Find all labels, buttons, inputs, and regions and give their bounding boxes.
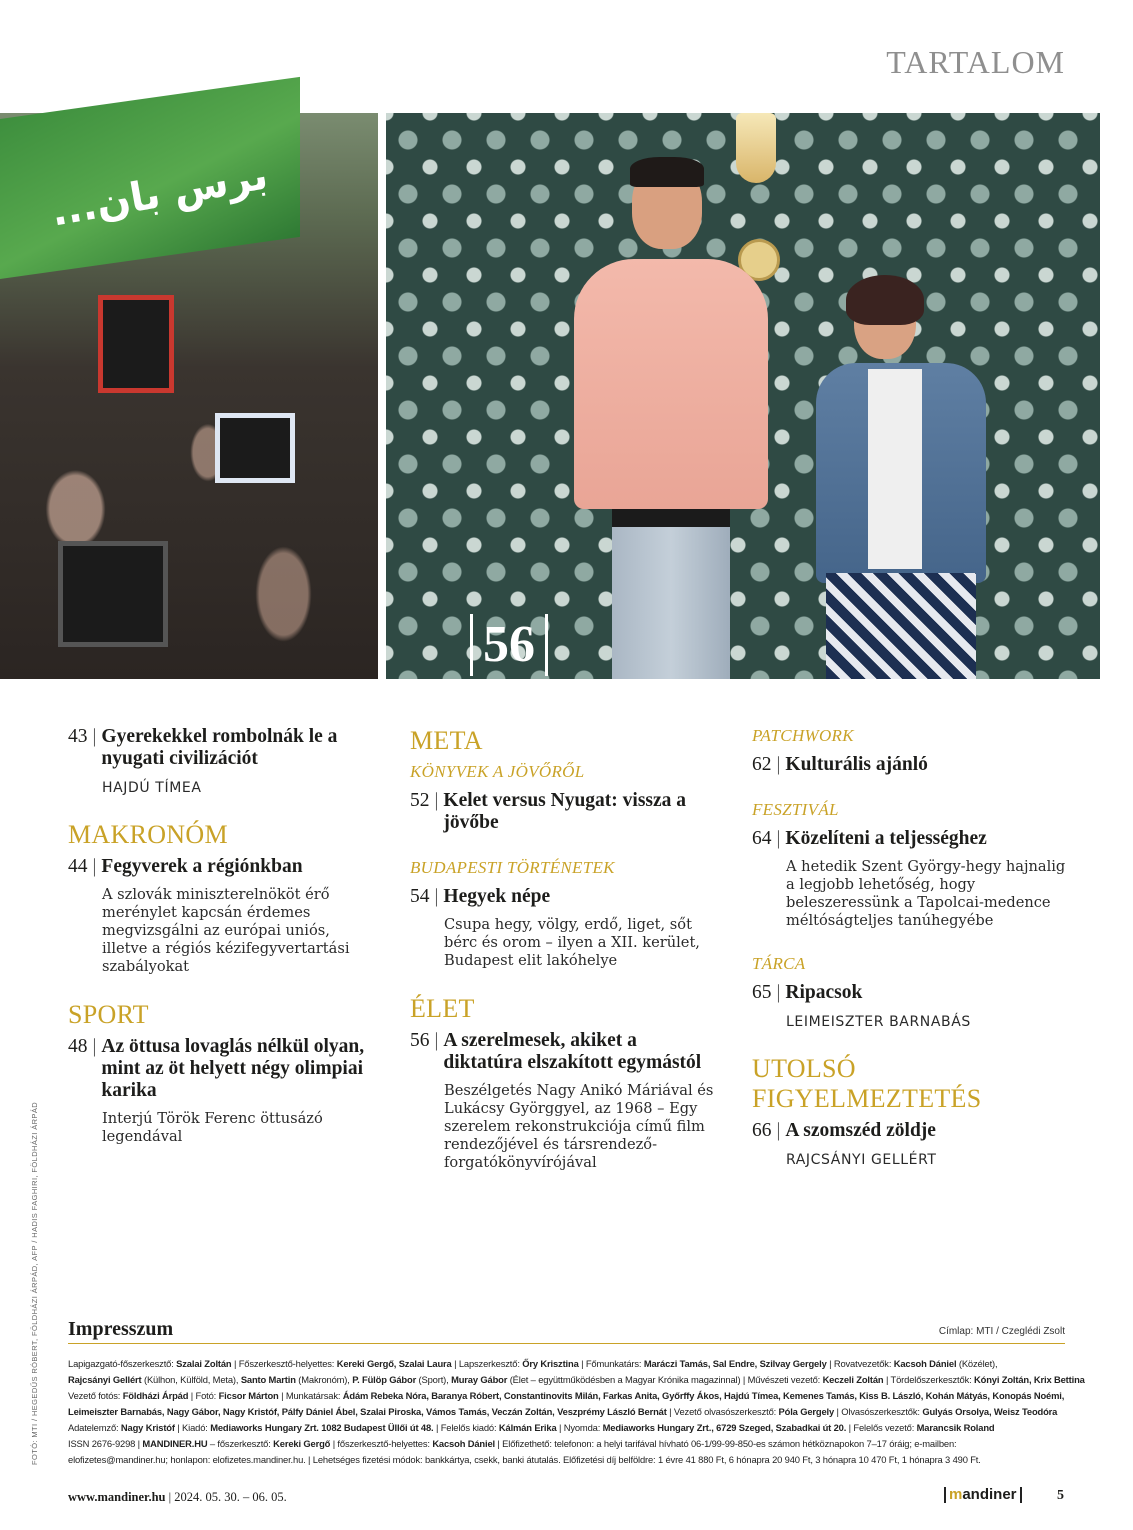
toc-title: Gyerekekkel rombolnák le a nyugati civilizációt	[101, 726, 338, 769]
toc-page-number: 66	[752, 1120, 772, 1141]
toc-title: Kulturális ajánló	[785, 754, 928, 775]
toc-page-number: 43	[68, 726, 88, 747]
toc-page-number: 64	[752, 828, 772, 849]
toc-entry[interactable]: 48 | Az öttusa lovaglás nélkül olyan, mint az öt helyett négy olimpiai karika Interjú Török Ferenc öttusázó legendával	[68, 1036, 368, 1146]
impressum-line: Leimeiszter Barnabás, Nagy Gábor, Nagy Kristóf, Pálfy Dániel Ábel, Szalai Piroska, Vámos Tamás, Veczán Zoltán, Veszprémy László Bernát | Vezető olvasószerkesztő: Póla Gergely | Olvasószerkesztők: Gulyás Orsolya, Weisz Teodóra	[68, 1406, 1058, 1417]
impressum-line: Lapigazgató-főszerkesztő: Szalai Zoltán | Főszerkesztő-helyettes: Kereki Gergő, Szalai Laura | Lapszerkesztő: Őry Krisztina | Főmunkatárs: Maráczi Tamás, Sal Endre, Szilvay Gergely | Rovatvezetők: Kacsoh Dániel (Közélet),	[68, 1358, 998, 1369]
mandiner-logo: mandiner	[944, 1487, 1022, 1503]
flag-text: ...برس بان	[47, 152, 272, 236]
toc-column-3	[752, 726, 1072, 1192]
toc-entry[interactable]: 64 | Közelíteni a teljességhez A hetedik Szent György-hegy hajnalig a legjobb lehetőség, hogy beleszeressünk a Tapolcai-medence méltóságteljes tanúhegyébe	[752, 828, 1072, 930]
toc-page-number: 62	[752, 754, 772, 775]
portrait-sign	[215, 413, 295, 483]
impressum-line: elofizetes@mandiner.hu; honlapon: elofizetes.mandiner.hu. | Lehetséges fizetési módok: bankkártya, csekk, banki átutalás. Előfizetési díj belföldre: 1 évre 41 880 Ft, 6 hónapra 20 940 Ft, 3 hónapra 10 470 Ft, 1 hónapra 3 490 Ft.	[68, 1454, 981, 1465]
rubric-label: PATCHWORK	[752, 726, 854, 745]
toc-title: Hegyek népe	[443, 886, 551, 907]
toc-column-2	[410, 726, 720, 1196]
toc-entry[interactable]: 62 | Kulturális ajánló	[752, 754, 928, 775]
footer-info: www.mandiner.hu | 2024. 05. 30. – 06. 05.	[68, 1490, 287, 1504]
toc-description: Interjú Török Ferenc öttusázó legendával	[102, 1110, 323, 1145]
section-heading: UTOLSÓ FIGYELMEZTETÉS	[752, 1054, 982, 1113]
section-heading: SPORT	[68, 1000, 149, 1029]
impressum-divider	[68, 1343, 1065, 1344]
impressum-title: Impresszum	[68, 1318, 174, 1340]
toc-page-number: 65	[752, 982, 772, 1003]
impressum-line: Vezető fotós: Földházi Árpád | Fotó: Ficsor Márton | Munkatársak: Ádám Rebeka Nóra, Baranya Róbert, Constantinovits Milán, Farkas Anita, Győrffy Ákos, Hajdú Tímea, Kemenes Tamás, Kiss B. László, Kohán Mátyás, Konopás Noémi,	[68, 1390, 1065, 1401]
toc-entry[interactable]: 43 | Gyerekekkel rombolnák le a nyugati civilizációt HAJDÚ TÍMEA	[68, 726, 368, 796]
toc-entry[interactable]: 56 | A szerelmesek, akiket a diktatúra elszakított egymástól Beszélgetés Nagy Anikó Máriával és Lukácsy Györggyel, az 1968 – Egy szerelem rekonstrukciója című film rendezőjével és társrendező-forgatókönyvírójával	[410, 1030, 720, 1172]
cover-credit: Címlap: MTI / Czeglédi Zsolt	[938, 1326, 1065, 1337]
woman-figure	[806, 283, 996, 679]
toc-entry[interactable]: 52 | Kelet versus Nyugat: vissza a jövőbe	[410, 790, 720, 834]
toc-title: Ripacsok	[785, 982, 863, 1003]
toc-column-1	[68, 726, 368, 1170]
toc-description: Beszélgetés Nagy Anikó Máriával és Lukácsy Györggyel, az 1968 – Egy szerelem rekonstrukciója című film rendezőjével és társrendező-forgatókönyvírójával	[444, 1082, 714, 1171]
rubric-label: FESZTIVÁL	[752, 800, 839, 819]
toc-page-number: 54	[410, 886, 430, 907]
toc-page-number: 48	[68, 1036, 88, 1057]
page-title: TARTALOM	[886, 44, 1065, 80]
rubric-label: TÁRCA	[752, 954, 806, 973]
toc-title: A szerelmesek, akiket a diktatúra elszakított egymástól	[443, 1030, 702, 1073]
portrait-sign	[58, 541, 168, 647]
protest-photo	[0, 113, 378, 679]
photo-page-badge: 56	[470, 614, 548, 676]
rubric-label: BUDAPESTI TÖRTÉNETEK	[410, 858, 615, 877]
toc-author: LEIMEISZTER BARNABÁS	[786, 1014, 971, 1030]
impressum-line: Rajcsányi Gellért (Külhon, Külföld, Meta), Santo Martin (Makronóm), P. Fülöp Gábor (Sport), Muray Gábor (Élet – együttműködésben a Magyar Krónika magazinnal) | Művészeti vezető: Keczeli Zoltán | Tördelőszerkesztők: Kónyi Zoltán, Krix Bettina	[68, 1374, 1085, 1385]
footer-dates: 2024. 05. 30. – 06. 05.	[174, 1490, 287, 1504]
toc-page-number: 56	[410, 1030, 430, 1051]
toc-title: Kelet versus Nyugat: vissza a jövőbe	[443, 790, 687, 833]
toc-title: Fegyverek a régiónkban	[101, 856, 303, 877]
toc-entry[interactable]: 44 | Fegyverek a régiónkban A szlovák miniszterelnököt érő merénylet kapcsán érdemes megvizsgálni az európai uniós, illetve a régiós kézifegyvertartási szabályokat	[68, 856, 368, 976]
toc-description: A hetedik Szent György-hegy hajnalig a legjobb lehetőség, hogy beleszeressünk a Tapolcai-medence méltóságteljes tanúhegyébe	[786, 858, 1066, 929]
man-figure	[554, 163, 788, 679]
interview-photo	[386, 113, 1100, 679]
impressum-line: Adatelemző: Nagy Kristóf | Kiadó: Mediaworks Hungary Zrt. 1082 Budapest Üllői út 48. | Felelős kiadó: Kálmán Erika | Nyomda: Mediaworks Hungary Zrt., 6729 Szeged, Szabadkai út 20. | Felelős vezető: Marancsik Roland	[68, 1422, 995, 1433]
toc-entry[interactable]: 65 | Ripacsok LEIMEISZTER BARNABÁS	[752, 982, 1072, 1030]
section-heading: META	[410, 726, 483, 755]
toc-title: A szomszéd zöldje	[785, 1120, 936, 1141]
toc-title: Közelíteni a teljességhez	[785, 828, 987, 849]
footer-site[interactable]: www.mandiner.hu	[68, 1490, 166, 1504]
impressum-body	[68, 1356, 1085, 1468]
toc-author: RAJCSÁNYI GELLÉRT	[786, 1152, 937, 1168]
toc-description: Csupa hegy, völgy, erdő, liget, sőt bérc és orom – ilyen a XII. kerület, Budapest elit lakóhelye	[444, 916, 700, 969]
impressum-line: ISSN 2676-9298 | MANDINER.HU – főszerkesztő: Kereki Gergő | főszerkesztő-helyettes: Kacsoh Dániel | Előfizethető: telefonon: a helyi tarifával hívható 06-1/99-99-850-es számon hétköznapokon 7–17 óráig; e-mailben:	[68, 1438, 957, 1449]
portrait-sign	[98, 295, 174, 393]
toc-entry[interactable]: 66 | A szomszéd zöldje RAJCSÁNYI GELLÉRT	[752, 1120, 1072, 1168]
toc-page-number: 52	[410, 790, 430, 811]
toc-entry[interactable]: 54 | Hegyek népe Csupa hegy, völgy, erdő, liget, sőt bérc és orom – ilyen a XII. kerület, Budapest elit lakóhelye	[410, 886, 720, 970]
section-heading: ÉLET	[410, 994, 475, 1023]
toc-page-number: 44	[68, 856, 88, 877]
toc-title: Az öttusa lovaglás nélkül olyan, mint az öt helyett négy olimpiai karika	[101, 1036, 365, 1101]
toc-author: HAJDÚ TÍMEA	[102, 780, 202, 796]
section-heading: MAKRONÓM	[68, 820, 228, 849]
toc-description: A szlovák miniszterelnököt érő merénylet kapcsán érdemes megvizsgálni az európai uniós, illetve a régiós kézifegyvertartási szabályokat	[102, 886, 350, 975]
photo-credit: FOTÓ: MTI / HEGEDŰS RÓBERT, FÖLDHÁZI ÁRPÁD, AFP / HADIS FAGHIRI, FÖLDHÁZI ÁRPÁD	[30, 1101, 39, 1465]
page-number: 5	[1057, 1488, 1064, 1503]
rubric-label: KÖNYVEK A JÖVŐRŐL	[410, 762, 585, 781]
